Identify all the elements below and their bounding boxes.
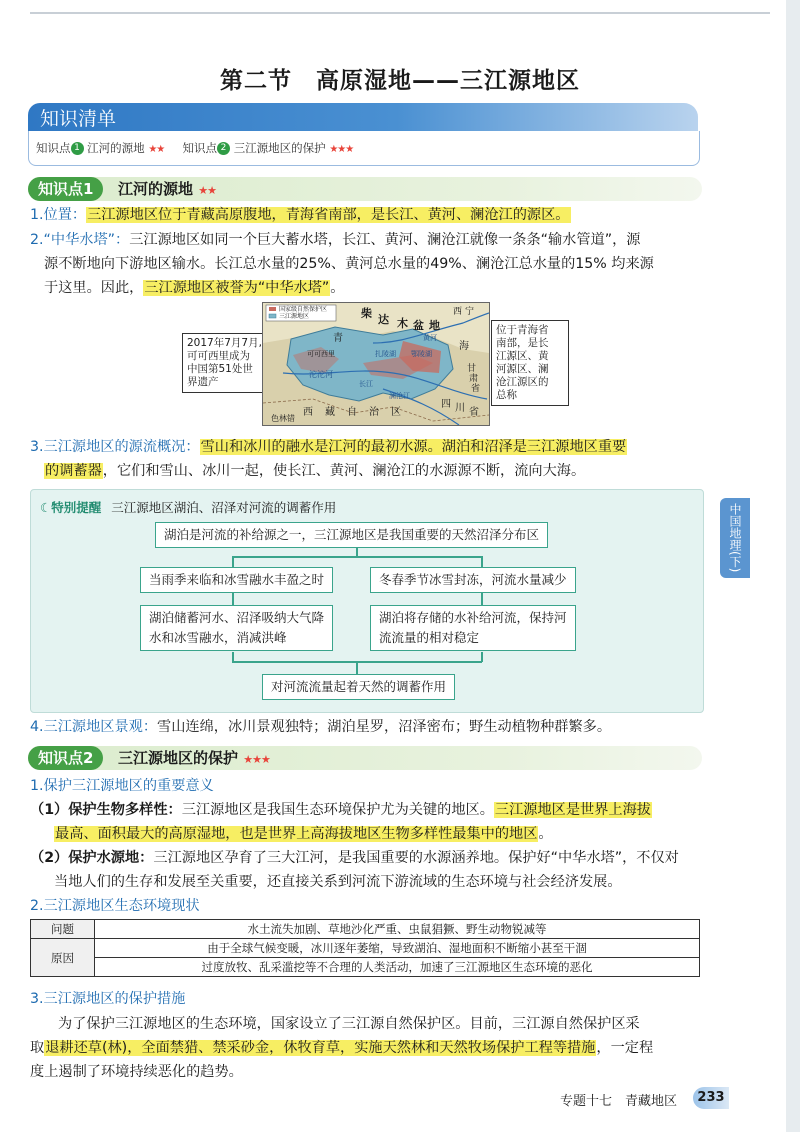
map-label: 柴: [361, 307, 372, 320]
map-label: 黄河: [423, 334, 437, 342]
tip-title: [40, 500, 101, 515]
summary-items: [36, 140, 353, 156]
flow-connector: [481, 592, 483, 606]
chapter-side-tab[interactable]: 中国地理(下): [720, 498, 750, 578]
k1-location: [30, 204, 571, 227]
map-label: 长江: [359, 380, 373, 388]
k1-sources-highlight: 雪山和冰川的融水是江河的最初水源。湖泊和沼泽是三江源地区重要: [200, 439, 627, 455]
k1-sources-line1: [30, 436, 627, 459]
callout-line: 南部，是长: [496, 337, 549, 349]
page-number: 233: [693, 1087, 729, 1109]
summary-item-prefix: 知识点: [182, 141, 218, 155]
k1-watertower-line2: 源不断地向下游地区输水。长江总水量的25%、黄河总水量的49%、澜沧江总水量的15% 均来源: [44, 256, 654, 272]
k1-landscape: [30, 716, 611, 739]
k1-watertower-line1: [30, 229, 640, 252]
k1-sources-text: ，它们和雪山、冰川一起，使长江、黄河、澜沧江的水源源不断，流向大海。: [102, 463, 586, 479]
k2-significance-title: 1.保护三江源地区的重要意义: [30, 778, 214, 794]
callout-sanjiangyuan: [491, 320, 569, 406]
callout-line: 总称: [496, 389, 517, 401]
tip-title-text: 特别提醒: [51, 500, 102, 515]
map-label: 区: [391, 407, 401, 418]
k2-biodiversity-highlight: 三江源地区是世界上海拔: [494, 802, 651, 818]
table-cell: 过度放牧、乱采滥挖等不合理的人类活动，加速了三江源地区生态环境的恶化: [95, 958, 700, 977]
summary-header: 知识清单: [40, 108, 117, 130]
k1-landscape-label: 4.三江源地区景观：: [30, 719, 158, 735]
k2-measures-text-a: 取: [30, 1040, 45, 1056]
flow-connector: [356, 661, 358, 675]
table-cell: 由于全球气候变暖，冰川逐年萎缩，导致湖泊、湿地面积不断缩小甚至干涸: [95, 939, 700, 958]
table-cell: 水土流失加剧、草地沙化严重、虫鼠猖獗、野生动物锐减等: [95, 920, 700, 939]
flow-connector: [232, 592, 234, 606]
map-label: 宁: [465, 307, 475, 317]
k1-watertower-text-3c: 。: [330, 280, 345, 296]
k2-biodiversity-text: 三江源地区是我国生态环境保护尤为关键的地区。: [181, 802, 494, 818]
map-label: 省: [469, 407, 479, 418]
callout-line: 界遗产: [187, 376, 219, 388]
sanjiangyuan-map: [262, 302, 490, 426]
map-label: 扎陵湖: [375, 350, 396, 358]
section-2-tag: 知识点2: [28, 746, 103, 770]
map-label: 西: [453, 307, 463, 317]
tip-subtitle: 三江源地区湖泊、沼泽对河流的调蓄作用: [111, 500, 337, 515]
map-label: 澜沧江: [389, 392, 410, 400]
k2-biodiversity-end: 。: [538, 826, 553, 842]
map-legend-reserve: 国家级自然保护区: [279, 306, 328, 313]
k2-biodiversity-highlight-2: 最高、面积最大的高原湿地，也是世界上高海拔地区生物多样性最集中的地区: [55, 826, 538, 842]
page-edge: [786, 0, 800, 1132]
callout-line: 位于青海省: [496, 324, 549, 336]
map-label: 四: [441, 399, 451, 410]
section-1-tag: 知识点1: [28, 177, 103, 201]
star-rating-icon: ★★★: [243, 753, 270, 766]
section-1-title: [118, 177, 216, 203]
page-title: 第二节 高原湿地——三江源地区: [220, 68, 580, 94]
star-rating-icon: ★★★: [329, 144, 354, 155]
summary-item-name: 江河的源地: [87, 141, 145, 155]
map-label: 省: [471, 384, 481, 394]
k1-watertower-highlight: 三江源地区被誉为“中华水塔”: [144, 280, 330, 296]
summary-item-name: 三江源地区的保护: [233, 141, 326, 155]
map-label: 藏: [325, 407, 335, 418]
k2-watersource-label: （2）保护水源地：: [30, 850, 154, 866]
callout-line: 江源区、黄: [496, 350, 549, 362]
k1-watertower-text-3a: 于这里。因此，: [44, 280, 144, 296]
table-row: [31, 920, 700, 939]
k2-watersource-line2: 当地人们的生存和发展至关重要，还直接关系到河流下游流域的生态环境与社会经济发展。: [54, 874, 622, 890]
section-2-title: [118, 746, 270, 772]
k1-sources-line2: [44, 460, 585, 483]
k2-watersource-text: 三江源地区孕育了三大江河，是我国重要的水源涵养地。保护好“中华水塔”，不仅对: [153, 850, 679, 866]
k1-watertower-line3: [44, 277, 344, 300]
map-label: 治: [369, 407, 379, 418]
k1-location-text: 三江源地区位于青藏高原腹地，青海省南部，是长江、黄河、澜沧江的源区。: [87, 207, 570, 223]
map-label: 西: [303, 407, 313, 418]
flow-box-left-2: [140, 605, 333, 651]
k2-measures-text-c: ，一定程: [596, 1040, 654, 1056]
map-label: 鄂陵湖: [411, 350, 432, 358]
section-2-name: 三江源地区的保护: [118, 749, 239, 767]
bulb-icon: ☾: [40, 500, 52, 515]
callout-kekexili: [182, 333, 270, 393]
callout-line: 2017年7月7月,: [187, 337, 262, 349]
section-1-name: 江河的源地: [118, 180, 194, 198]
k1-location-label: 1.位置：: [30, 207, 87, 223]
flow-connector: [232, 556, 482, 558]
legend-swatch-reserve: [269, 307, 276, 311]
flow-box-left-1: 当雨季来临和冰雪融水丰盈之时: [140, 567, 333, 593]
legend-swatch-region: [269, 314, 276, 318]
k2-measures-line2: [30, 1037, 653, 1060]
flow-box-line: 湖泊储蓄河水、沼泽吸纳大气降: [149, 610, 325, 625]
table-header: 问题: [31, 920, 95, 939]
summary-item-1[interactable]: [36, 141, 168, 155]
k1-watertower-text-1: 三江源地区如同一个巨大蓄水塔，长江、黄河、澜沧江就像一条条“输水管道”，源: [129, 232, 641, 248]
flow-box-right-2: [370, 605, 576, 651]
k2-biodiversity-line2: [54, 823, 553, 846]
summary-header-bar: [28, 103, 698, 131]
table-header: 原因: [31, 939, 95, 977]
map-label: 甘: [467, 364, 477, 374]
map-label: 沱沱河: [309, 370, 333, 379]
k2-measures-line1: 为了保护三江源地区的生态环境，国家设立了三江源自然保护区。目前，三江源自然保护区采: [58, 1016, 640, 1032]
k1-landscape-text: 雪山连绵，冰川景观独特；湖泊星罗，沼泽密布；野生动植物种群繁多。: [157, 719, 612, 735]
map-label: 肃: [469, 374, 479, 384]
flow-box-line: 流流量的相对稳定: [379, 630, 480, 645]
flow-box-line: 湖泊将存储的水补给河流，保持河: [379, 610, 567, 625]
map-label: 川: [455, 403, 465, 414]
number-badge-icon: 1: [71, 142, 84, 155]
callout-line: 中国第51处世: [187, 363, 253, 375]
status-table: [30, 919, 700, 977]
map-label: 自: [347, 407, 357, 418]
flow-box-right-1: 冬春季节冰雪封冻，河流水量减少: [370, 567, 576, 593]
k2-biodiversity-line1: [30, 799, 652, 822]
map-label: 地: [429, 319, 440, 332]
k2-biodiversity-label: （1）保护生物多样性：: [30, 802, 182, 818]
tip-header: [40, 498, 336, 516]
k1-sources-label: 3.三江源地区的源流概况：: [30, 439, 200, 455]
k1-watertower-label: 2.“中华水塔”：: [30, 232, 130, 248]
k2-measures-line3: 度上遏制了环境持续恶化的趋势。: [30, 1064, 243, 1080]
map-legend-region: 三江源地区: [279, 313, 310, 320]
summary-item-prefix: 知识点: [36, 141, 71, 155]
callout-line: 沧江源区的: [496, 376, 549, 388]
k2-measures-title: 3.三江源地区的保护措施: [30, 991, 186, 1007]
k2-watersource-line1: [30, 847, 679, 870]
callout-line: 可可西里成为: [187, 350, 250, 362]
star-rating-icon: ★★: [198, 184, 216, 197]
map-label: 海: [459, 341, 469, 352]
map-label: 可可西里: [307, 350, 335, 358]
k2-measures-highlight: 退耕还草(林)，全面禁猎、禁采砂金，休牧育草，实施天然林和天然牧场保护工程等措施: [45, 1040, 596, 1056]
star-rating-icon: ★★: [148, 144, 165, 155]
footer-chapter: 专题十七 青藏地区: [560, 1094, 678, 1109]
number-badge-icon: 2: [217, 142, 230, 155]
callout-line: 河源区、澜: [496, 363, 549, 375]
table-row: [31, 939, 700, 958]
flow-box-top: 湖泊是河流的补给源之一，三江源地区是我国重要的天然沼泽分布区: [155, 522, 548, 548]
map-label: 木: [397, 317, 408, 330]
summary-item-2[interactable]: [183, 141, 354, 155]
map-label: 盆: [413, 319, 424, 332]
flow-box-bottom: 对河流流量起着天然的调蓄作用: [262, 674, 455, 700]
k2-status-title: 2.三江源地区生态环境现状: [30, 898, 200, 914]
page-top-line: [30, 12, 770, 14]
map-label: 青: [333, 333, 343, 344]
map-label: 色林错: [271, 414, 295, 423]
k1-sources-highlight-2: 的调蓄器: [45, 463, 102, 479]
map-label: 达: [378, 313, 389, 326]
table-row: [31, 958, 700, 977]
flow-box-line: 水和冰雪融水，消减洪峰: [149, 630, 287, 645]
